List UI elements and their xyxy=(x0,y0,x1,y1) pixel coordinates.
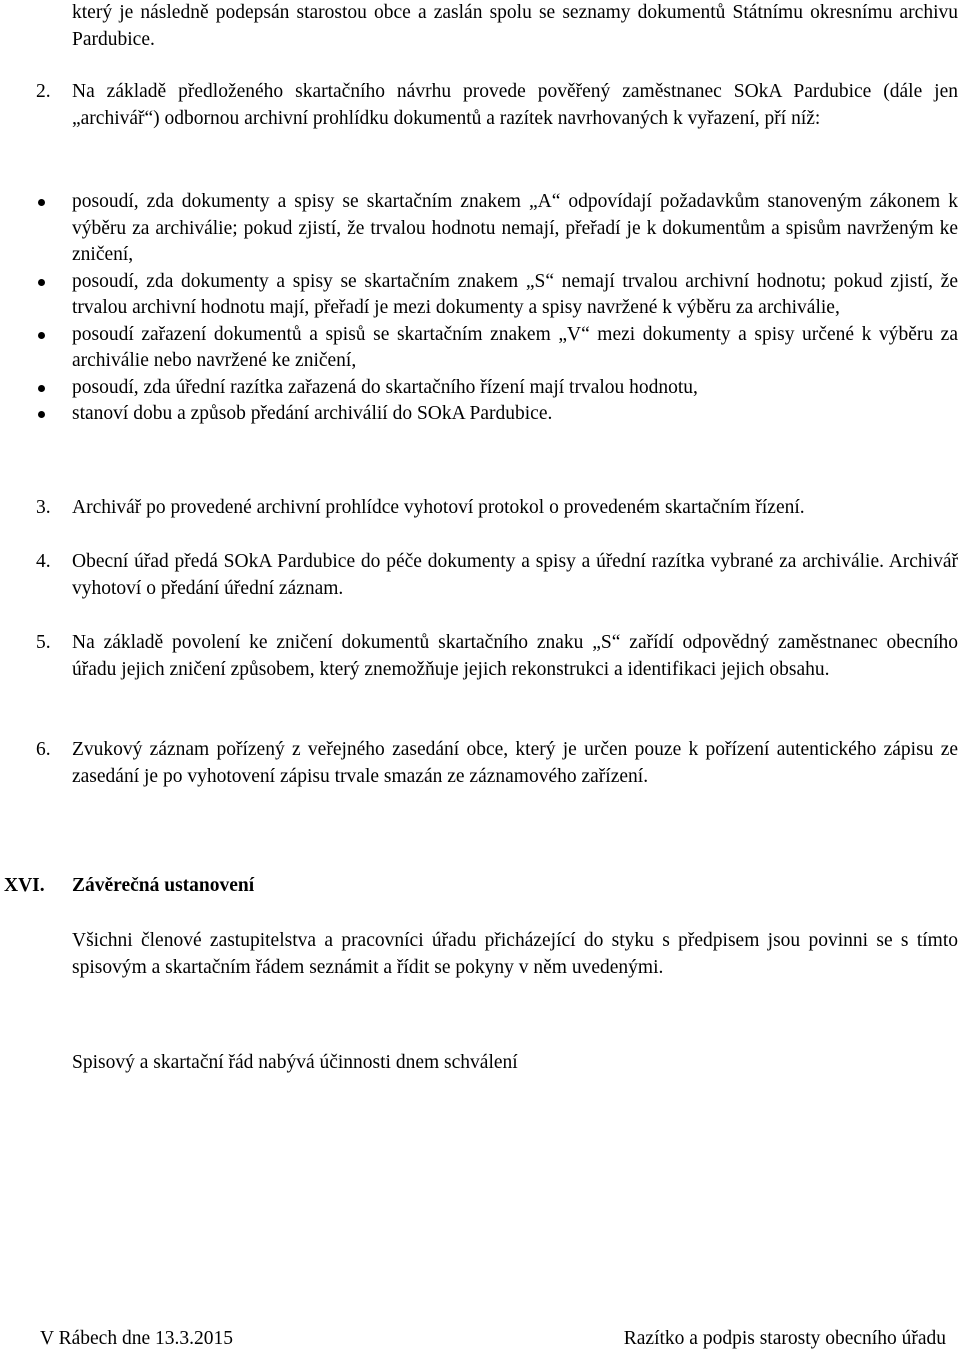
item-text: Archivář po provedené archivní prohlídce vyhotoví protokol o provedeném skartačním řízení. xyxy=(72,497,805,518)
bullet-text: posoudí zařazení dokumentů a spisů se skartačním znakem „V“ mezi dokumenty a spisy určené k výběru za archiválie nebo navržené ke zničení, xyxy=(72,323,958,371)
bullet-item xyxy=(36,401,958,428)
bullet-list xyxy=(36,189,958,428)
list-item-6 xyxy=(36,737,958,790)
place-date: V Rábech dne 13.3.2015 xyxy=(40,1328,233,1349)
bullet-text: posoudí, zda dokumenty a spisy se skartačním znakem „S“ nemají trvalou archivní hodnotu; pokud zjistí, že trvalou archivní hodnotu mají, přeřadí je mezi dokumenty a spisy navržené k výběru za archiválie, xyxy=(72,270,958,318)
item-text: Na základě povolení ke zničení dokumentů skartačního znaku „S“ zařídí odpovědný zaměstnanec obecního úřadu jejich zničení způsobem, který znemožňuje jejich rekonstrukci a identifikaci jejich obsahu. xyxy=(72,632,958,680)
bullet-icon xyxy=(38,385,45,392)
bullet-item xyxy=(36,189,958,269)
item-number: 3. xyxy=(36,497,51,518)
signature-label: Razítko a podpis starosty obecního úřadu xyxy=(623,1328,946,1349)
list-item-5 xyxy=(36,630,958,683)
item-text: Obecní úřad předá SOkA Pardubice do péče dokumenty a spisy a úřední razítka vybrané za archiválie. Archivář vyhotoví o předání úřední záznam. xyxy=(72,551,958,599)
bullet-text: stanoví dobu a způsob předání archiválií do SOkA Pardubice. xyxy=(72,403,553,424)
bullet-item xyxy=(36,375,958,402)
item-number: 4. xyxy=(36,551,51,572)
bullet-item xyxy=(36,269,958,322)
list-item-3 xyxy=(36,495,958,522)
item-number: 5. xyxy=(36,632,51,653)
intro-paragraph: který je následně podepsán starostou obce a zaslán spolu se seznamy dokumentů Státnímu okresnímu archivu Pardubice. xyxy=(72,2,958,50)
list-item-2 xyxy=(36,79,958,132)
list-item-4 xyxy=(36,549,958,602)
bullet-text: posoudí, zda úřední razítka zařazená do skartačního řízení mají trvalou hodnotu, xyxy=(72,376,698,398)
bullet-icon xyxy=(38,199,45,206)
section-number: XVI. xyxy=(4,875,45,896)
bullet-icon xyxy=(38,279,45,286)
bullet-text: posoudí, zda dokumenty a spisy se skartačním znakem „A“ odpovídají požadavkům stanoveným zákonem k výběru za archiválie; pokud zjistí, že trvalou hodnotu nemají, přeřadí je k dokumentům a spisům navrženým ke zničení, xyxy=(72,191,958,265)
section-paragraph-members: Všichni členové zastupitelstva a pracovníci úřadu přicházející do styku s předpisem jsou povinni se s tímto spisovým a skartačním řádem seznámit a řídit se pokyny v něm uvedenými. xyxy=(72,930,958,978)
item-text: Na základě předloženého skartačního návrhu provede pověřený zaměstnanec SOkA Pardubice (dále jen „archivář“) odbornou archivní prohlídku dokumentů a razítek navrhovaných k vyřazení, pří níž: xyxy=(72,81,958,129)
item-number: 6. xyxy=(36,739,51,760)
bullet-item xyxy=(36,322,958,375)
item-text: Zvukový záznam pořízený z veřejného zasedání obce, který je určen pouze k pořízení autentického zápisu ze zasedání je po vyhotovení zápisu trvale smazán ze záznamového zařízení. xyxy=(72,739,958,787)
bullet-icon xyxy=(38,411,45,418)
item-number: 2. xyxy=(36,81,51,102)
section-paragraph-effective: Spisový a skartační řád nabývá účinnosti dnem schválení xyxy=(72,1052,518,1073)
section-title: Závěrečná ustanovení xyxy=(72,875,255,896)
bullet-icon xyxy=(38,332,45,339)
